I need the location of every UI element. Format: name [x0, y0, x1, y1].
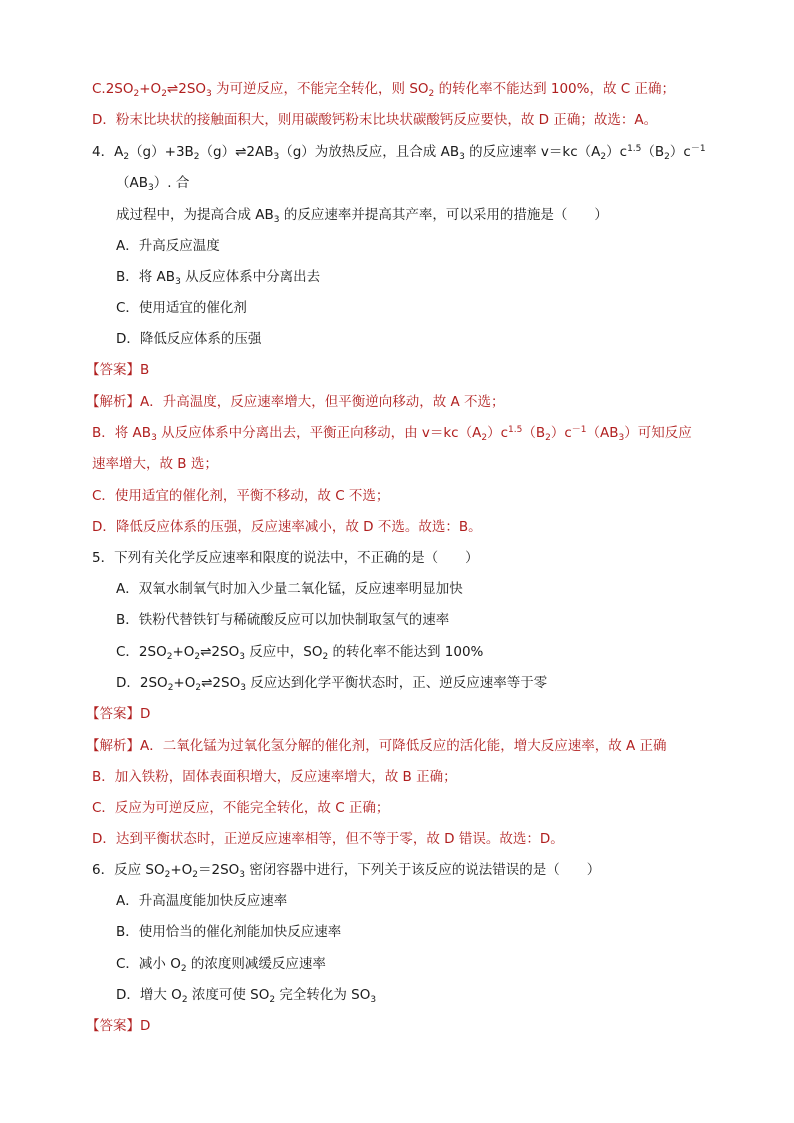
q5-analysis-d: D．达到平衡状态时，正逆反应速率相等，但不等于零，故 D 错误。故选：D。	[92, 831, 564, 847]
q4-analysis-b-line-1: B．将 $AB_3$ 从反应体系中分离出去，平衡正向移动，由 $v=kc(A_2)c^{1.5}(B_2)c^{-1}(AB_3)$可知反应	[92, 425, 692, 443]
analysis-tag: 【解析】	[86, 738, 140, 754]
answer-value: D	[140, 1018, 151, 1034]
q6-option-a: A．升高温度能加快反应速率	[116, 893, 288, 909]
q6-option-b: B．使用恰当的催化剂能加快反应速率	[116, 924, 342, 940]
q4-stem-line-2: $(AB_3)$. 合	[116, 175, 190, 193]
q4-analysis-d: D．降低反应体系的压强，反应速率减小，故 D 不选。故选：B。	[92, 519, 482, 535]
q5-stem: 5．下列有关化学反应速率和限度的说法中，不正确的是（ ）	[92, 550, 479, 566]
q5-option-a: A．双氧水制氧气时加入少量二氧化锰，反应速率明显加快	[116, 581, 463, 597]
q4-answer	[86, 361, 149, 379]
q4-stem-line-3: 成过程中，为提高合成 $AB_3$ 的反应速率并提高其产率，可以采用的措施是（ ）	[116, 207, 608, 225]
q6-option-c: C．减小 $O_2$ 的浓度则减缓反应速率	[116, 956, 326, 974]
q5-analysis-b: B．加入铁粉，固体表面积增大，反应速率增大，故 B 正确；	[92, 769, 457, 785]
analysis-tag: 【解析】	[86, 394, 140, 410]
answer-tag: 【答案】	[86, 706, 140, 722]
q6-stem: 6．反应 $SO_2+O_2=2SO_3$ 密闭容器中进行，下列关于该反应的说法错误的是（ ）	[92, 862, 601, 880]
q4-option-c: C．使用适宜的催化剂	[116, 300, 247, 316]
answer-value: B	[140, 362, 150, 378]
answer-tag: 【答案】	[86, 1018, 140, 1034]
q4-analysis-c: C．使用适宜的催化剂，平衡不移动，故 C 不选；	[92, 488, 390, 504]
answer-value: D	[140, 706, 151, 722]
q5-option-c: C．$2SO_2+O_2\rightleftharpoons 2SO_3$ 反应中，$SO_2$ 的转化率不能达到 100%	[116, 644, 484, 662]
q5-option-d: D．$2SO_2+O_2\rightleftharpoons 2SO_3$ 反应达到化学平衡状态时，正、逆反应速率等于零	[116, 675, 548, 693]
q5-answer	[86, 705, 150, 723]
q4-stem-line-1: 4．$A_2(g)+3B_2(g)\rightleftharpoons 2AB_3(g)$为放热反应，且合成 $AB_3$ 的反应速率 $v=kc(A_2)c^{1.5}(B_2)c^{-1}$	[92, 144, 706, 162]
q4-analysis-b-line-2: 速率增大，故 B 选；	[92, 456, 218, 472]
q6-option-d: D．增大 $O_2$ 浓度可使 $SO_2$ 完全转化为 $SO_3$	[116, 987, 377, 1005]
q5-option-b: B．铁粉代替铁钉与稀硫酸反应可以加快制取氢气的速率	[116, 612, 450, 628]
q4-analysis-a: 【解析】A．升高温度，反应速率增大，但平衡逆向移动，故 A 不选；	[86, 394, 505, 410]
q4-option-d: D．降低反应体系的压强	[116, 331, 262, 347]
answer-tag: 【答案】	[86, 362, 140, 378]
q5-analysis-c: C．反应为可逆反应，不能完全转化，故 C 正确；	[92, 800, 390, 816]
prev-analysis-c-line: $C.2SO_2+O_2\rightleftharpoons 2SO_3$ 为可逆反应，不能完全转化，则 $SO_2$ 的转化率不能达到 100%，故 C 正确；	[92, 81, 675, 99]
q5-analysis-a: 【解析】A．二氧化锰为过氧化氢分解的催化剂，可降低反应的活化能，增大反应速率，故 A 正确	[86, 738, 667, 754]
q4-option-a: A．升高反应温度	[116, 238, 220, 254]
q4-option-b: B．将 $AB_3$ 从反应体系中分离出去	[116, 269, 321, 287]
q6-answer	[86, 1017, 150, 1035]
prev-analysis-d-line: D．粉末比块状的接触面积大，则用碳酸钙粉末比块状碳酸钙反应要快，故 D 正确；故选：A。	[92, 112, 658, 128]
